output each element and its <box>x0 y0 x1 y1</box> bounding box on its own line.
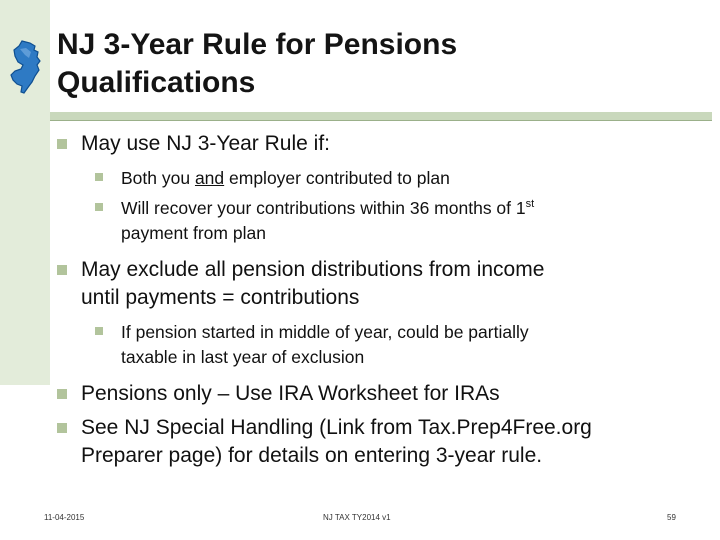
square-bullet-icon <box>57 423 67 433</box>
bullet-text: See NJ Special Handling (Link from Tax.Prep4Free.org Preparer page) for details on entering 3-year rule. <box>81 416 592 467</box>
title-divider <box>50 112 712 120</box>
emphasis-and: and <box>194 168 225 188</box>
sub-bullet-both-contributed <box>95 166 450 191</box>
slide-title <box>57 26 697 102</box>
title-divider-line <box>50 120 712 121</box>
square-bullet-icon <box>57 139 67 149</box>
square-bullet-icon <box>95 203 103 211</box>
bullet-exclude-distributions <box>57 256 544 312</box>
bullet-text: May exclude all pension distributions from income until payments = contributions <box>81 258 545 309</box>
bullet-pensions-only <box>57 380 500 408</box>
square-bullet-icon <box>95 327 103 335</box>
footer-page-number: 59 <box>667 513 676 522</box>
footer-date: 11-04-2015 <box>44 513 85 522</box>
sub-bullet-recover-contributions <box>95 196 534 246</box>
title-line-1: NJ 3-Year Rule for Pensions <box>57 28 458 61</box>
sub-bullet-partially-taxable <box>95 320 529 370</box>
sub-bullet-text: Will recover your contributions within 36 months of 1st payment from plan <box>121 198 535 243</box>
square-bullet-icon <box>57 265 67 275</box>
bullet-special-handling <box>57 414 592 470</box>
square-bullet-icon <box>57 389 67 399</box>
title-line-2: Qualifications <box>57 66 256 99</box>
square-bullet-icon <box>95 173 103 181</box>
bullet-text: May use NJ 3-Year Rule if: <box>81 132 330 155</box>
new-jersey-state-icon <box>8 40 42 94</box>
sub-bullet-text: Both you and employer contributed to plan <box>121 168 450 188</box>
bullet-text: Pensions only – Use IRA Worksheet for IRAs <box>81 382 500 405</box>
sub-bullet-text: If pension started in middle of year, could be partially taxable in last year of exclusion <box>121 322 529 367</box>
bullet-use-rule <box>57 130 330 158</box>
footer-center-text: NJ TAX TY2014 v1 <box>323 513 391 522</box>
